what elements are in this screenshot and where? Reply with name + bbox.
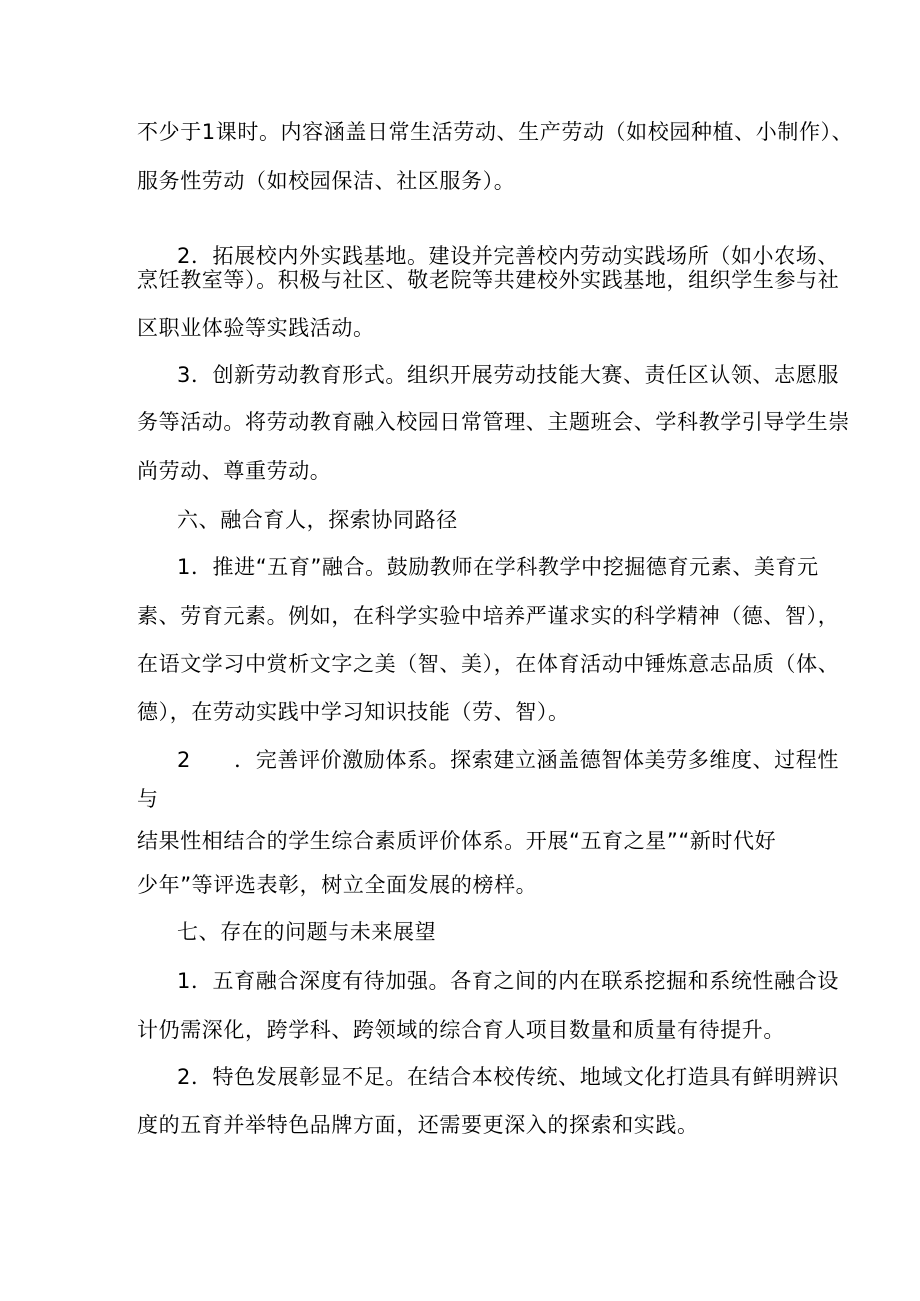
text-line: 服务性劳动（如校园保洁、社区服务）。 (137, 169, 516, 193)
text-line: 2．拓展校内外实践基地。建设并完善校内劳动实践场所（如小农场、 (177, 244, 839, 268)
text-line: 烹饪教室等）。积极与社区、敬老院等共建校外实践基地，组织学生参与社 (137, 268, 840, 292)
text-line: 2．特色发展彰显不足。在结合本校传统、地域文化打造具有鲜明辨识 (177, 1065, 839, 1089)
text-line: 结果性相结合的学生综合素质评价体系。开展“五育之星”“新时代好 (137, 829, 777, 853)
text-line: 尚劳动、尊重劳动。 (137, 459, 332, 483)
section-heading: 七、存在的问题与未来展望 (177, 920, 437, 944)
text-line: 少年”等评选表彰，树立全面发展的榜样。 (137, 873, 538, 897)
text-line: 度的五育并举特色品牌方面，还需要更深入的探索和实践。 (137, 1113, 699, 1137)
section-heading: 六、融合育人，探索协同路径 (177, 508, 458, 532)
text-line: 2 ．完善评价激励体系。探索建立涵盖德智体美劳多维度、过程性 (177, 748, 839, 772)
text-line: 在语文学习中赏析文字之美（智、美），在体育活动中锤炼意志品质（体、 (137, 652, 840, 676)
text-line: 1．五育融合深度有待加强。各育之间的内在联系挖掘和系统性融合设 (177, 969, 839, 993)
text-line: 区职业体验等实践活动。 (137, 316, 375, 340)
text-line: 素、劳育元素。例如，在科学实验中培养严谨求实的科学精神（德、智）， (137, 604, 840, 628)
text-line: 务等活动。将劳动教育融入校园日常管理、主题班会、学科教学引导学生崇 (137, 410, 850, 434)
text-line: 不少于1课时。内容涵盖日常生活劳动、生产劳动（如校园种植、小制作）、 (137, 120, 854, 144)
text-line: 3．创新劳动教育形式。组织开展劳动技能大赛、责任区认领、志愿服 (177, 363, 839, 387)
text-line: 与 (137, 787, 159, 811)
text-line: 计仍需深化，跨学科、跨领域的综合育人项目数量和质量有待提升。 (137, 1018, 785, 1042)
text-line: 1．推进“五育”融合。鼓励教师在学科教学中挖掘德育元素、美育元 (177, 555, 819, 579)
text-line: 德），在劳动实践中学习知识技能（劳、智）。 (137, 700, 570, 724)
